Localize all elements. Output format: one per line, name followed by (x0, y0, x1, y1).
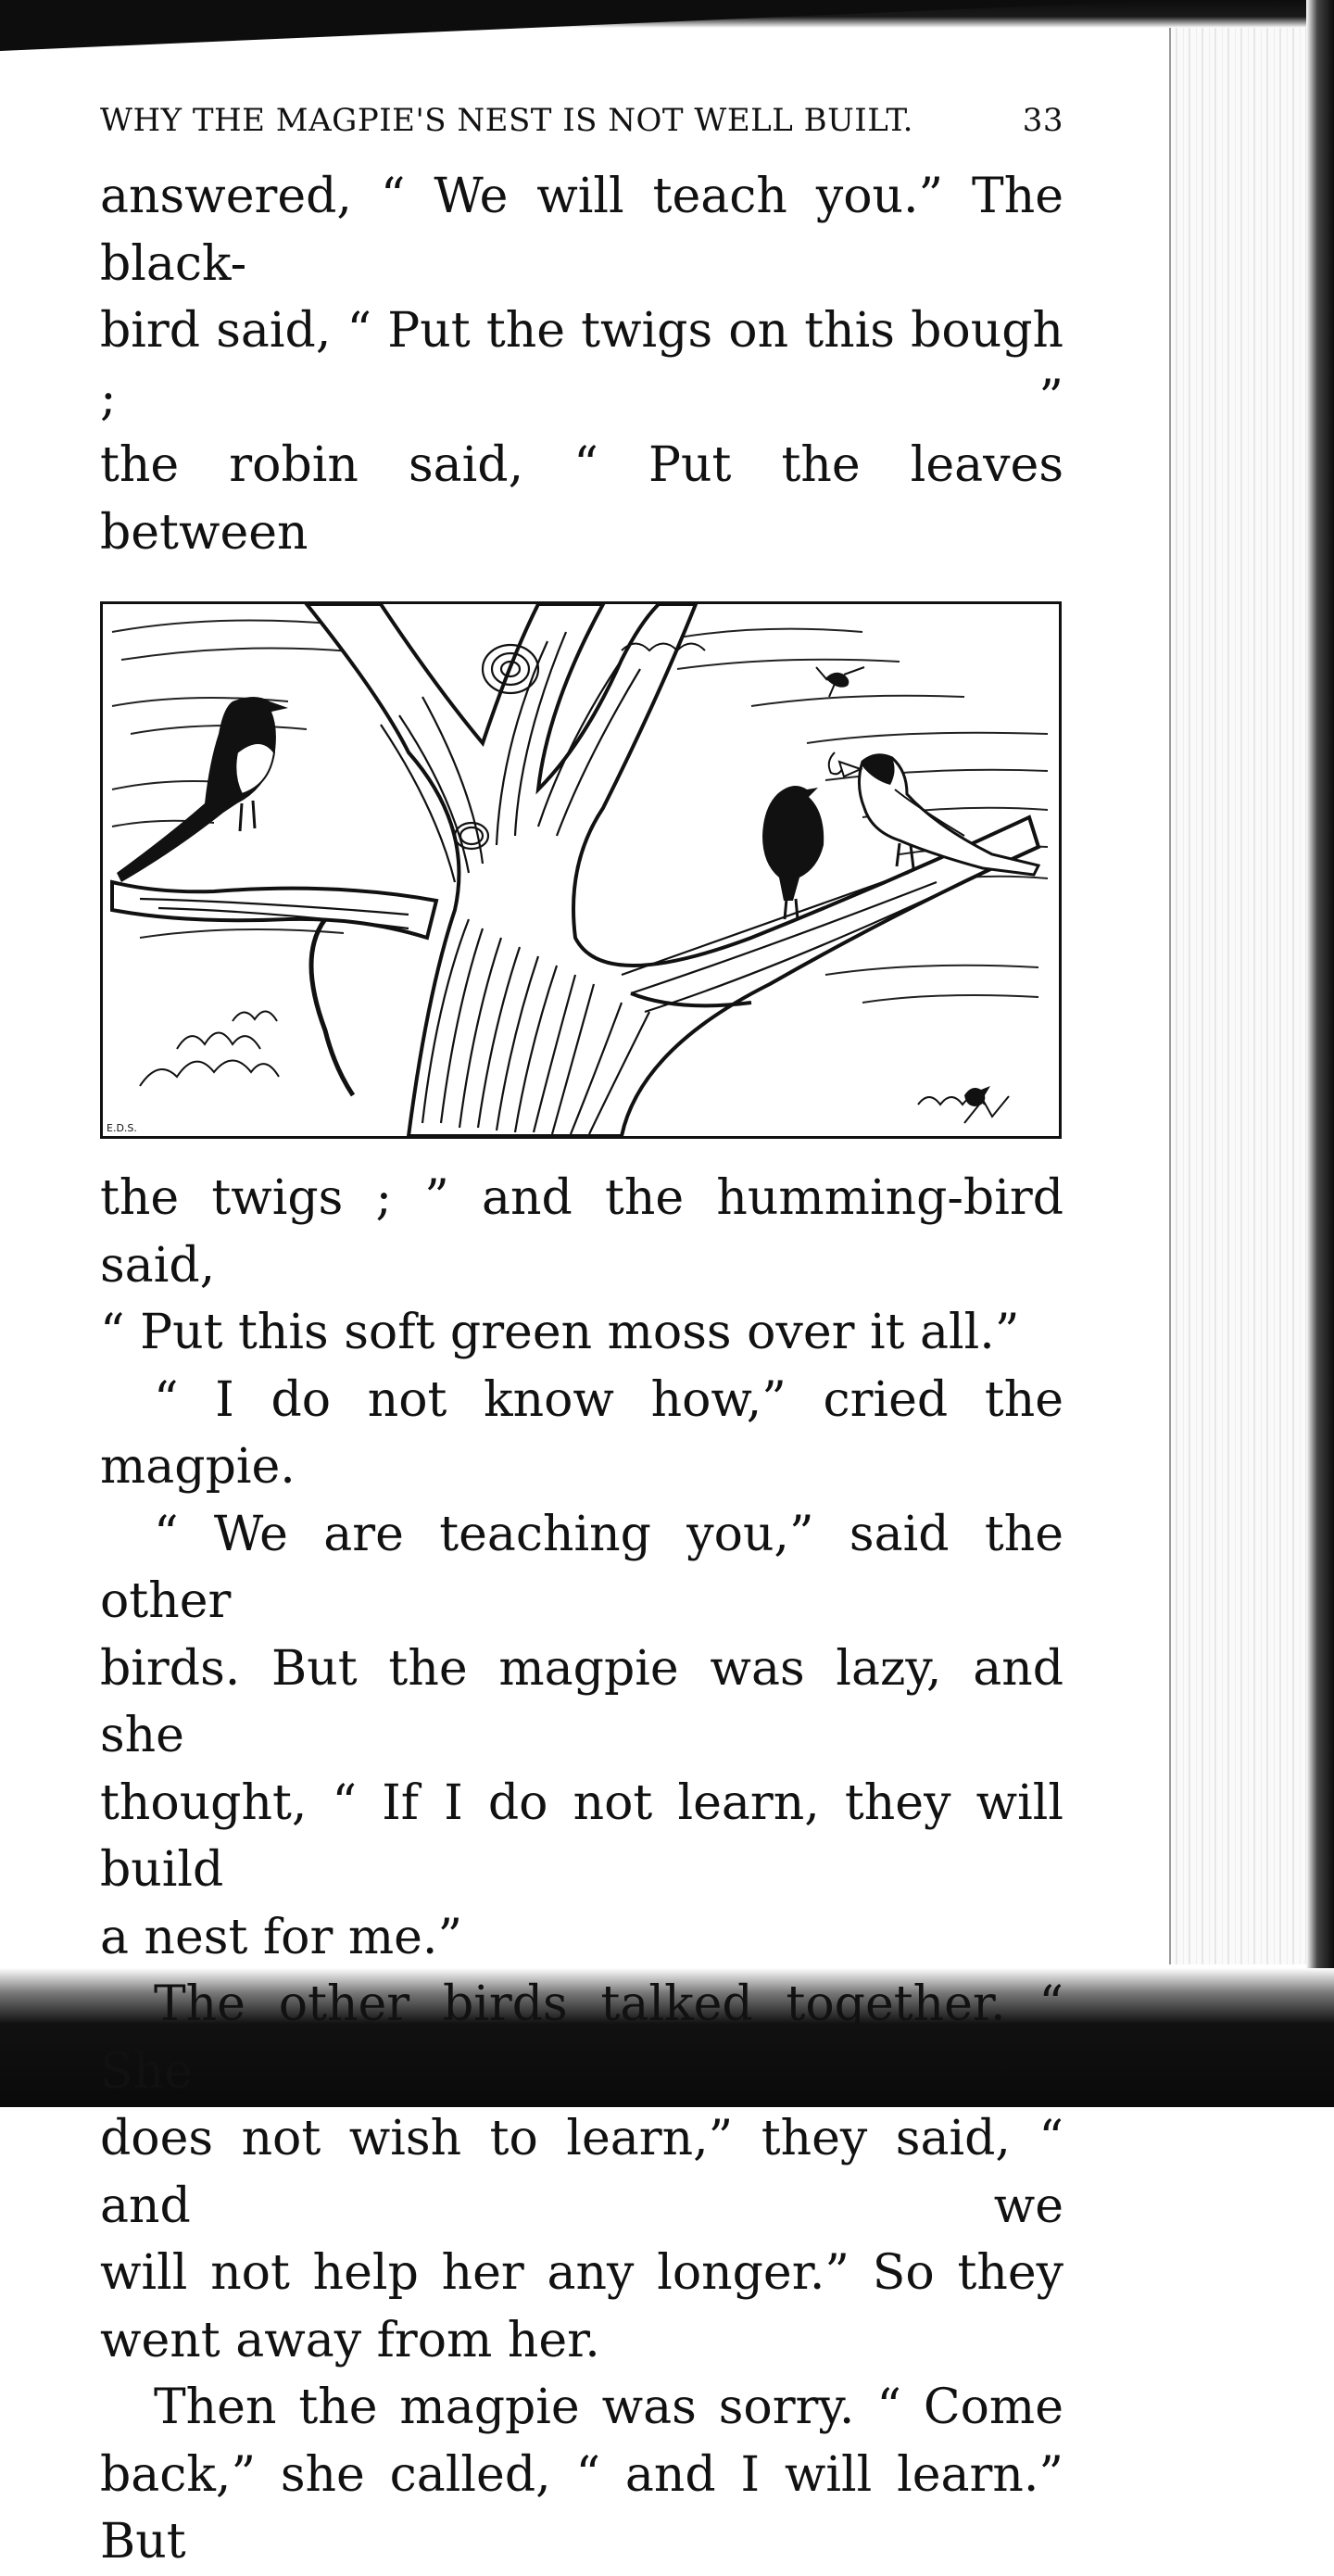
text-line: answered, “ We will teach you.” The black- (100, 169, 1063, 292)
text-before-illustration (100, 163, 1063, 566)
blackbird-icon (762, 786, 824, 919)
illustrator-signature: E.D.S. (107, 1122, 137, 1134)
text-after-illustration (100, 1165, 1063, 2576)
text-line: Then the magpie was sorry. “ Come (154, 2380, 1063, 2435)
text-line: “ Put this soft green moss over it all.” (100, 1305, 1020, 1360)
text-line: thought, “ If I do not learn, they will build (100, 1774, 1063, 1898)
magpie-icon (117, 697, 288, 882)
text-line: “ I do not know how,” cried the magpie. (100, 1371, 1063, 1495)
text-line: The other birds talked together. “ She (100, 1976, 1063, 2100)
text-line: went away from her. (100, 2312, 600, 2368)
illustration-birds-in-tree (100, 601, 1062, 1139)
small-bird-icon (964, 1086, 990, 1106)
text-line: “ We are teaching you,” said the other (100, 1506, 1063, 1629)
book-page (100, 102, 1063, 2576)
tree-icon (112, 604, 1038, 1136)
text-line: will not help her any longer.” So they (100, 2245, 1063, 2301)
text-line: the robin said, “ Put the leaves between (100, 437, 1063, 561)
text-line: bird said, “ Put the twigs on this bough ; ” (100, 303, 1063, 426)
running-head (100, 102, 1063, 148)
humming-bird-icon (816, 667, 864, 697)
illustration-drawing (103, 604, 1059, 1136)
book-fore-edge (1169, 28, 1308, 1964)
text-line: does not wish to learn,” they said, “ and we (100, 2111, 1063, 2234)
text-line: birds. But the magpie was lazy, and she (100, 1640, 1063, 1763)
chapter-title: WHY THE MAGPIE'S NEST IS NOT WELL BUILT. (100, 102, 913, 139)
scan-edge-right (1306, 0, 1334, 2107)
page-number: 33 (1022, 102, 1063, 139)
text-line: a nest for me.” (100, 1909, 463, 1965)
scan-edge-top-wedge (0, 0, 1167, 51)
text-line: back,” she called, “ and I will learn.” But (100, 2446, 1063, 2570)
text-line: the twigs ; ” and the humming-bird said, (100, 1170, 1063, 1294)
